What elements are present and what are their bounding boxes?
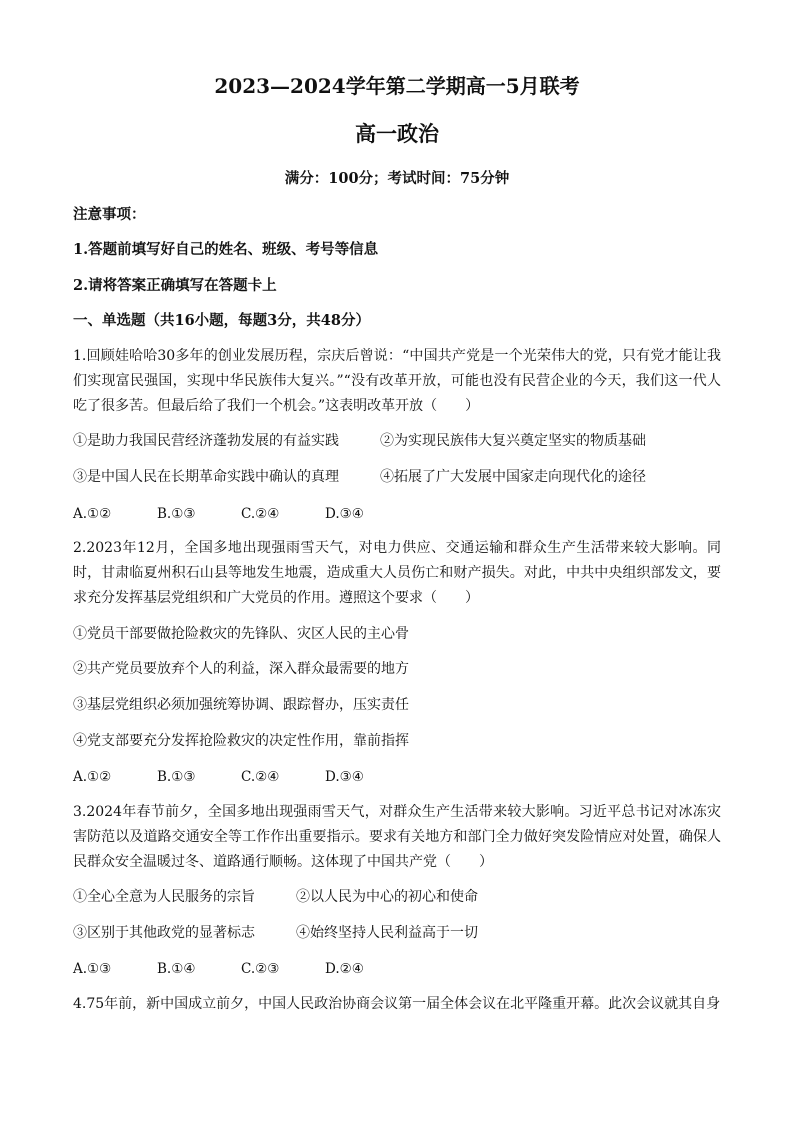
q1-choice-c[interactable]: C.②④: [241, 506, 280, 522]
q1-statement-3: ③是中国人民在长期革命实践中确认的真理: [73, 469, 339, 485]
q2-choice-a[interactable]: A.①②: [73, 769, 112, 785]
q3-statement-2: ②以人民为中心的初心和使命: [296, 889, 478, 905]
q3-statement-1: ①全心全意为人民服务的宗旨: [73, 889, 255, 905]
q3-statement-3: ③区别于其他政党的显著标志: [73, 925, 255, 941]
q3-choices: [73, 959, 364, 979]
q2-choices: [73, 767, 364, 787]
q1-statement-2: ②为实现民族伟大复兴奠定坚实的物质基础: [380, 433, 646, 449]
q2-statement-1: ①党员干部要做抢险救灾的先锋队、灾区人民的主心骨: [73, 626, 409, 642]
q1-choice-a[interactable]: A.①②: [73, 506, 112, 522]
q3-choice-c[interactable]: C.②③: [241, 961, 280, 977]
section-heading: 一、单选题（共16小题，每题3分，共48分）: [73, 312, 370, 329]
q2-choice-b[interactable]: B.①③: [157, 769, 196, 785]
note-item-1: 1.答题前填写好自己的姓名、班级、考号等信息: [73, 241, 379, 258]
q1-statement-4: ④拓展了广大发展中国家走向现代化的途径: [380, 469, 646, 485]
q1-choice-d[interactable]: D.③④: [325, 506, 364, 522]
q2-statement-2: ②共产党员要放弃个人的利益，深入群众最需要的地方: [73, 661, 409, 677]
q3-statement-4: ④始终坚持人民利益高于一切: [296, 925, 478, 941]
q1-choice-b[interactable]: B.①③: [157, 506, 196, 522]
question-3-stem: 3.2024年春节前夕，全国多地出现强雨雪天气，对群众生产生活带来较大影响。习近平总书记对冰冻灾害防范以及道路交通安全等工作作出重要指示。要求有关地方和部门全力做好突发险情应对处置，确保人民群众安全温暖过冬、道路通行顺畅。这体现了中国共产党（ ）: [73, 804, 721, 870]
q3-choice-b[interactable]: B.①④: [157, 961, 196, 977]
question-4-stem: 4.75年前，新中国成立前夕，中国人民政治协商会议第一届全体会议在北平隆重开幕。此次会议就其自身: [73, 996, 721, 1012]
q2-statement-3: ③基层党组织必须加强统筹协调、跟踪督办，压实责任: [73, 697, 409, 713]
subject-title: 高一政治: [355, 121, 439, 146]
note-item-2: 2.请将答案正确填写在答题卡上: [73, 277, 277, 294]
question-2-stem: 2.2023年12月，全国多地出现强雨雪天气，对电力供应、交通运输和群众生产生活带来较大影响。同时，甘肃临夏州积石山县等地发生地震，造成重大人员伤亡和财产损失。对此，中共中央组织部发文，要求充分发挥基层党组织和广大党员的作用。遵照这个要求（ ）: [73, 540, 721, 606]
exam-info: 满分：100分；考试时间：75分钟: [284, 170, 510, 187]
q2-choice-c[interactable]: C.②④: [241, 769, 280, 785]
notes-heading: 注意事项：: [73, 206, 146, 223]
q1-statement-1: ①是助力我国民营经济蓬勃发展的有益实践: [73, 433, 339, 449]
q2-choice-d[interactable]: D.③④: [325, 769, 364, 785]
q2-statement-4: ④党支部要充分发挥抢险救灾的决定性作用，靠前指挥: [73, 733, 409, 749]
q3-choice-d[interactable]: D.②④: [325, 961, 364, 977]
question-1-stem: 1.回顾娃哈哈30多年的创业发展历程，宗庆后曾说：“中国共产党是一个光荣伟大的党，只有党才能让我们实现富民强国，实现中华民族伟大复兴。”“没有改革开放，可能也没有民营企业的今天，我们这一代人吃了很多苦。但最后给了我们一个机会。”这表明改革开放（ ）: [73, 348, 721, 414]
exam-title: 2023—2024学年第二学期高一5月联考: [214, 74, 580, 98]
q1-choices: [73, 504, 364, 524]
q3-choice-a[interactable]: A.①③: [73, 961, 112, 977]
